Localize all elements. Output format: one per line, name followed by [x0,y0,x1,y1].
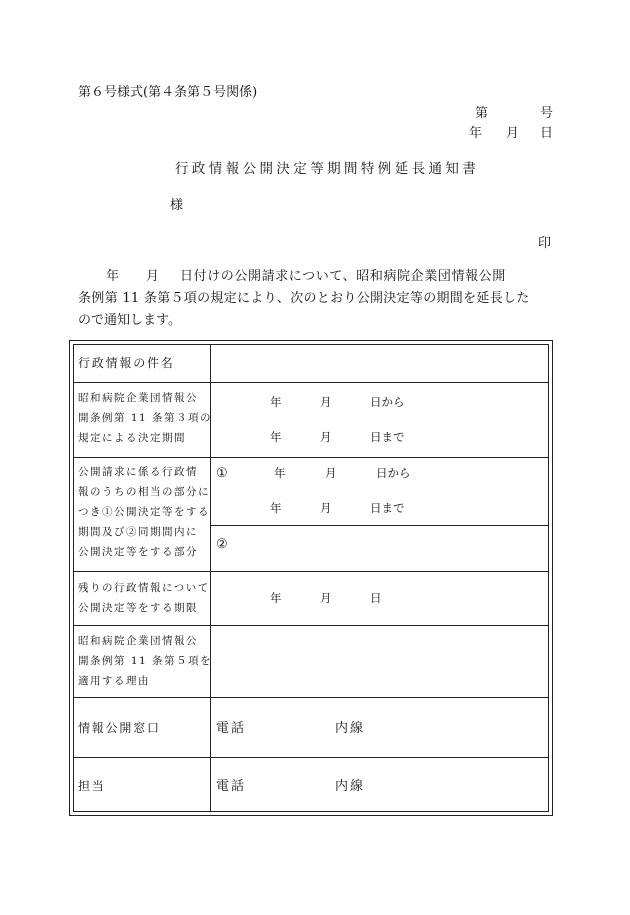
form-number: 第６号様式(第４条第５号関係) [78,85,258,100]
document-number-suffix: 号 [540,106,554,121]
disclosure-office-phone-label: 電話 [216,721,247,736]
row-label-decision-period: 昭和病院企業団情報公 開条例第 11 条第３項の 規定による決定期間 [78,392,213,444]
remaining-deadline-year: 年 [270,591,282,605]
partial-decision-mark-2: ② [216,537,228,552]
partial-period-from-month: 月 [325,466,337,480]
subject-field[interactable] [213,347,547,380]
body-month-label: 月 [146,269,160,284]
date-year-label: 年 [469,126,483,141]
seal-mark: 印 [538,236,552,251]
row-divider [73,382,549,383]
decision-period-from-day: 日から [370,395,405,409]
partial-period-to-day: 日まで [370,501,405,515]
row-divider [73,757,549,758]
decision-period-to-day: 日まで [370,430,405,444]
decision-period-to-year: 年 [270,430,282,444]
row-label-partial-decision: 公開請求に係る行政情 報のうちの相当の部分に つき①公開決定等をする 期間及び②同期間内に 公開決定等をする部分 [78,466,210,558]
person-in-charge-extension-label: 内線 [335,779,366,794]
body-year-label: 年 [106,269,120,284]
date-month-label: 月 [506,126,520,141]
row-label-person-in-charge: 担当 [78,779,106,793]
row-label-remaining-deadline: 残りの行政情報について 公開決定等をする期限 [78,582,210,614]
decision-period-to-month: 月 [320,430,332,444]
disclosure-office-extension-label: 内線 [335,721,366,736]
reason-field[interactable] [213,628,547,695]
document-number-prefix: 第 [475,106,489,121]
remaining-deadline-day: 日 [370,591,382,605]
partial-period-from-day: 日から [376,466,411,480]
partial-period-to-year: 年 [270,501,282,515]
date-day-label: 日 [540,126,554,141]
partial-decision-mark-1: ① [216,466,228,481]
addressee-suffix: 様 [170,198,184,213]
row-divider [73,571,549,572]
partial-period-to-month: 月 [320,501,332,515]
body-line-1: 日付けの公開請求について、昭和病院企業団情報公開 [180,269,506,284]
row-label-disclosure-office: 情報公開窓口 [78,721,161,735]
decision-period-from-month: 月 [320,395,332,409]
row-divider [73,697,549,698]
row-divider [73,457,549,458]
row-label-subject: 行政情報の件名 [78,356,175,370]
row-divider [73,625,549,626]
partial-period-from-year: 年 [274,466,286,480]
body-line-2: 条例第 11 条第５項の規定により、次のとおり公開決定等の期間を延長した [78,291,530,306]
row-label-reason: 昭和病院企業団情報公 開条例第 11 条第５項を 適用する理由 [78,635,213,687]
remaining-deadline-month: 月 [320,591,332,605]
row-divider [210,525,549,526]
decision-period-from-year: 年 [270,395,282,409]
body-line-3: ので通知します。 [78,313,181,328]
person-in-charge-phone-label: 電話 [216,779,247,794]
document-title: 行政情報公開決定等期間特例延長通知書 [175,161,480,177]
